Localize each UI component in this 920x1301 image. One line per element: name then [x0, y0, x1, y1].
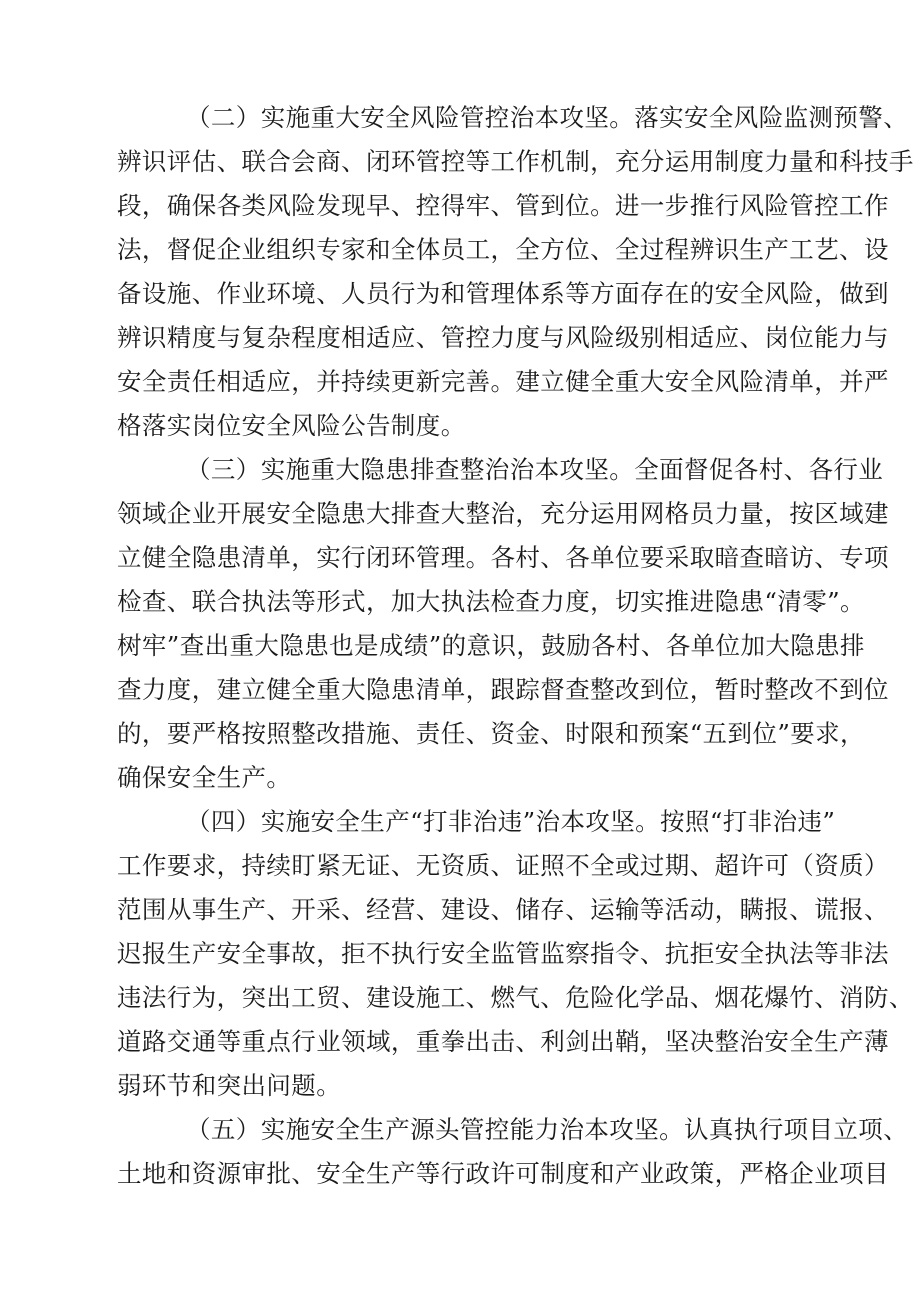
text-line: 工作要求，持续盯紧无证、无资质、证照不全或过期、超许可（资质） [117, 851, 889, 880]
text-line: （三）实施重大隐患排查整治治本攻坚。全面督促各村、各行业 [186, 455, 884, 484]
text-line: （四）实施安全生产“打非治违”治本攻坚。按照“打非治违” [186, 807, 836, 836]
text-line: 树牢”查出重大隐患也是成绩”的意识，鼓励各村、各单位加大隐患排 [117, 631, 865, 660]
text-line: 弱环节和突出问题。 [117, 1071, 342, 1100]
text-line: 辨识精度与复杂程度相适应、管控力度与风险级别相适应、岗位能力与 [117, 323, 889, 352]
text-line: 的，要严格按照整改措施、责任、资金、时限和预案“五到位”要求， [117, 719, 865, 748]
text-line: 格落实岗位安全风险公告制度。 [117, 411, 466, 440]
text-line: 备设施、作业环境、人员行为和管理体系等方面存在的安全风险，做到 [117, 279, 889, 308]
text-line: 范围从事生产、开采、经营、建设、储存、运输等活动，瞒报、谎报、 [117, 895, 889, 924]
text-line: 道路交通等重点行业领域，重拳出击、利剑出鞘，坚决整治安全生产薄 [117, 1027, 889, 1056]
text-line: 确保安全生产。 [117, 763, 292, 792]
text-line: 立健全隐患清单，实行闭环管理。各村、各单位要采取暗查暗访、专项 [117, 543, 889, 572]
text-line: （二）实施重大安全风险管控治本攻坚。落实安全风险监测预警、 [186, 103, 909, 132]
text-line: 法，督促企业组织专家和全体员工，全方位、全过程辨识生产工艺、设 [117, 235, 889, 264]
text-line: 查力度，建立健全重大隐患清单，跟踪督查整改到位，暂时整改不到位 [117, 675, 889, 704]
text-line: 领域企业开展安全隐患大排查大整治，充分运用网格员力量，按区域建 [117, 499, 889, 528]
text-line: 违法行为，突出工贸、建设施工、燃气、危险化学品、烟花爆竹、消防、 [117, 983, 914, 1012]
text-line: 迟报生产安全事故，拒不执行安全监管监察指令、抗拒安全执法等非法 [117, 939, 889, 968]
text-line: 土地和资源审批、安全生产等行政许可制度和产业政策，严格企业项目 [117, 1159, 889, 1188]
text-line: 安全责任相适应，并持续更新完善。建立健全重大安全风险清单，并严 [117, 367, 889, 396]
text-line: 辨识评估、联合会商、闭环管控等工作机制，充分运用制度力量和科技手 [117, 147, 914, 176]
text-line: 段，确保各类风险发现早、控得牢、管到位。进一步推行风险管控工作 [117, 191, 889, 220]
text-line: 检查、联合执法等形式，加大执法检查力度，切实推进隐患“清零”。 [117, 587, 865, 616]
text-line: （五）实施安全生产源头管控能力治本攻坚。认真执行项目立项、 [186, 1115, 909, 1144]
